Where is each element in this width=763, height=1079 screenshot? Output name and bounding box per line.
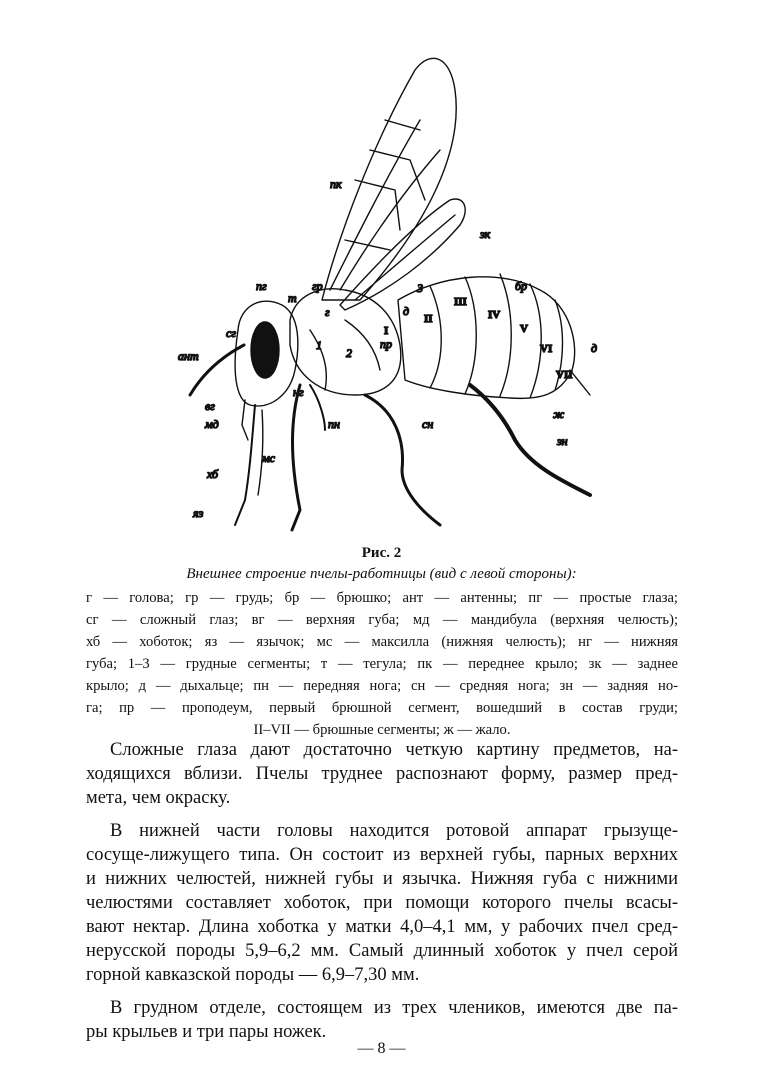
forewing xyxy=(322,58,456,300)
paragraph-line: челюстями составляет хоботок, при помощи которого пчелы всасы- xyxy=(86,893,678,913)
label-seg-1: 1 xyxy=(316,338,322,352)
label-pk: пк xyxy=(330,177,342,191)
abdominal-segment-VII: VII xyxy=(556,369,573,381)
abdominal-segment-III: III xyxy=(454,296,467,308)
legend-line: губа; 1–3 — грудные сегменты; т — тегула; пк — переднее крыло; зк — заднее xyxy=(86,656,678,672)
figure-title: Рис. 2 xyxy=(361,545,402,561)
paragraph-line: В нижней части головы находится ротовой аппарат грызуще- xyxy=(110,821,678,841)
label-pn: пн xyxy=(328,417,340,431)
abdomen xyxy=(398,277,575,399)
figure-subtitle: Внешнее строение пчелы-работницы (вид с левой стороны): xyxy=(186,566,577,582)
bee-illustration xyxy=(150,40,620,540)
compound-eye xyxy=(251,322,279,378)
label-pg: пг xyxy=(256,279,267,293)
paragraph-line: ходящихся вблизи. Пчелы труднее распознают форму, размер пред- xyxy=(86,764,678,784)
label-d2: д xyxy=(591,341,598,355)
paragraph-line: горной кавказской породы — 6,9–7,30 мм. xyxy=(86,965,420,985)
page-number: — 8 — xyxy=(357,1040,406,1057)
label-zk: зк xyxy=(480,227,491,241)
legend-line: сг — сложный глаз; вг — верхняя губа; мд — мандибула (верхняя челюсть); xyxy=(86,612,678,628)
label-ms: мс xyxy=(262,451,275,465)
label-zh: ж xyxy=(553,407,565,421)
hind-leg xyxy=(470,385,590,495)
legend-line: II–VII — брюшные сегменты; ж — жало. xyxy=(253,722,511,738)
label-seg-2: 2 xyxy=(346,346,352,360)
bee-figure xyxy=(150,40,620,540)
label-g: г xyxy=(325,305,330,319)
label-d1: д xyxy=(403,304,410,318)
legend-line: крыло; д — дыхальце; пн — передняя нога; сн — средняя нога; зн — задняя но- xyxy=(86,678,678,694)
paragraph-line: В грудном отделе, состоящем из трех члеников, имеются две па- xyxy=(110,998,678,1018)
label-md: мд xyxy=(205,417,219,431)
label-pr: пр xyxy=(380,337,392,351)
abdominal-segment-IV: IV xyxy=(488,309,501,321)
label-yaz: яз xyxy=(193,506,204,520)
label-sg: сг xyxy=(226,326,237,340)
label-vg: вг xyxy=(205,399,215,413)
label-ng: нг xyxy=(293,385,304,399)
legend-line: г — голова; гр — грудь; бр — брюшко; ант — антенны; пг — простые глаза; xyxy=(86,590,678,606)
abdominal-segment-I: I xyxy=(384,325,389,337)
label-zn: зн xyxy=(557,434,568,448)
label-seg-3: 3 xyxy=(417,281,423,295)
label-hb: хб xyxy=(207,467,219,481)
legend-line: хб — хоботок; яз — язычок; мс — максилла (нижняя челюсть); нг — нижняя xyxy=(86,634,678,650)
label-sn: сн xyxy=(422,417,434,431)
middle-leg xyxy=(365,395,440,525)
paragraph-line: мета, чем окраску. xyxy=(86,788,231,808)
abdominal-segment-VI: VI xyxy=(540,343,553,355)
paragraph-line: нерусской породы 5,9–6,2 мм. Самый длинный хоботок у пчел серой xyxy=(86,941,678,961)
abdominal-segment-V: V xyxy=(520,323,528,335)
label-gr: гр xyxy=(312,279,323,293)
paragraph-line: сосуще-лижущего типа. Он состоит из верхней губы, парных верхних xyxy=(86,845,678,865)
figure-legend xyxy=(86,587,678,741)
front-leg xyxy=(292,385,300,530)
paragraph-line: Сложные глаза дают достаточно четкую картину предметов, на- xyxy=(110,740,678,760)
paragraph-line: ры крыльев и три пары ножек. xyxy=(86,1022,327,1042)
label-ant: ант xyxy=(178,349,199,363)
paragraph-line: и нижних челюстей, нижней губы и язычка. Нижняя губа с нижними xyxy=(86,869,678,889)
body-text xyxy=(86,738,678,1044)
paragraph-line: вают нектар. Длина хоботка у матки 4,0–4,1 мм, у рабочих пчел сред- xyxy=(86,917,678,937)
abdominal-segment-II: II xyxy=(424,313,433,325)
label-t: т xyxy=(288,291,297,305)
legend-line: га; пр — проподеум, первый брюшной сегмент, вошедший в состав груди; xyxy=(86,700,678,716)
label-br: бр xyxy=(515,279,528,293)
